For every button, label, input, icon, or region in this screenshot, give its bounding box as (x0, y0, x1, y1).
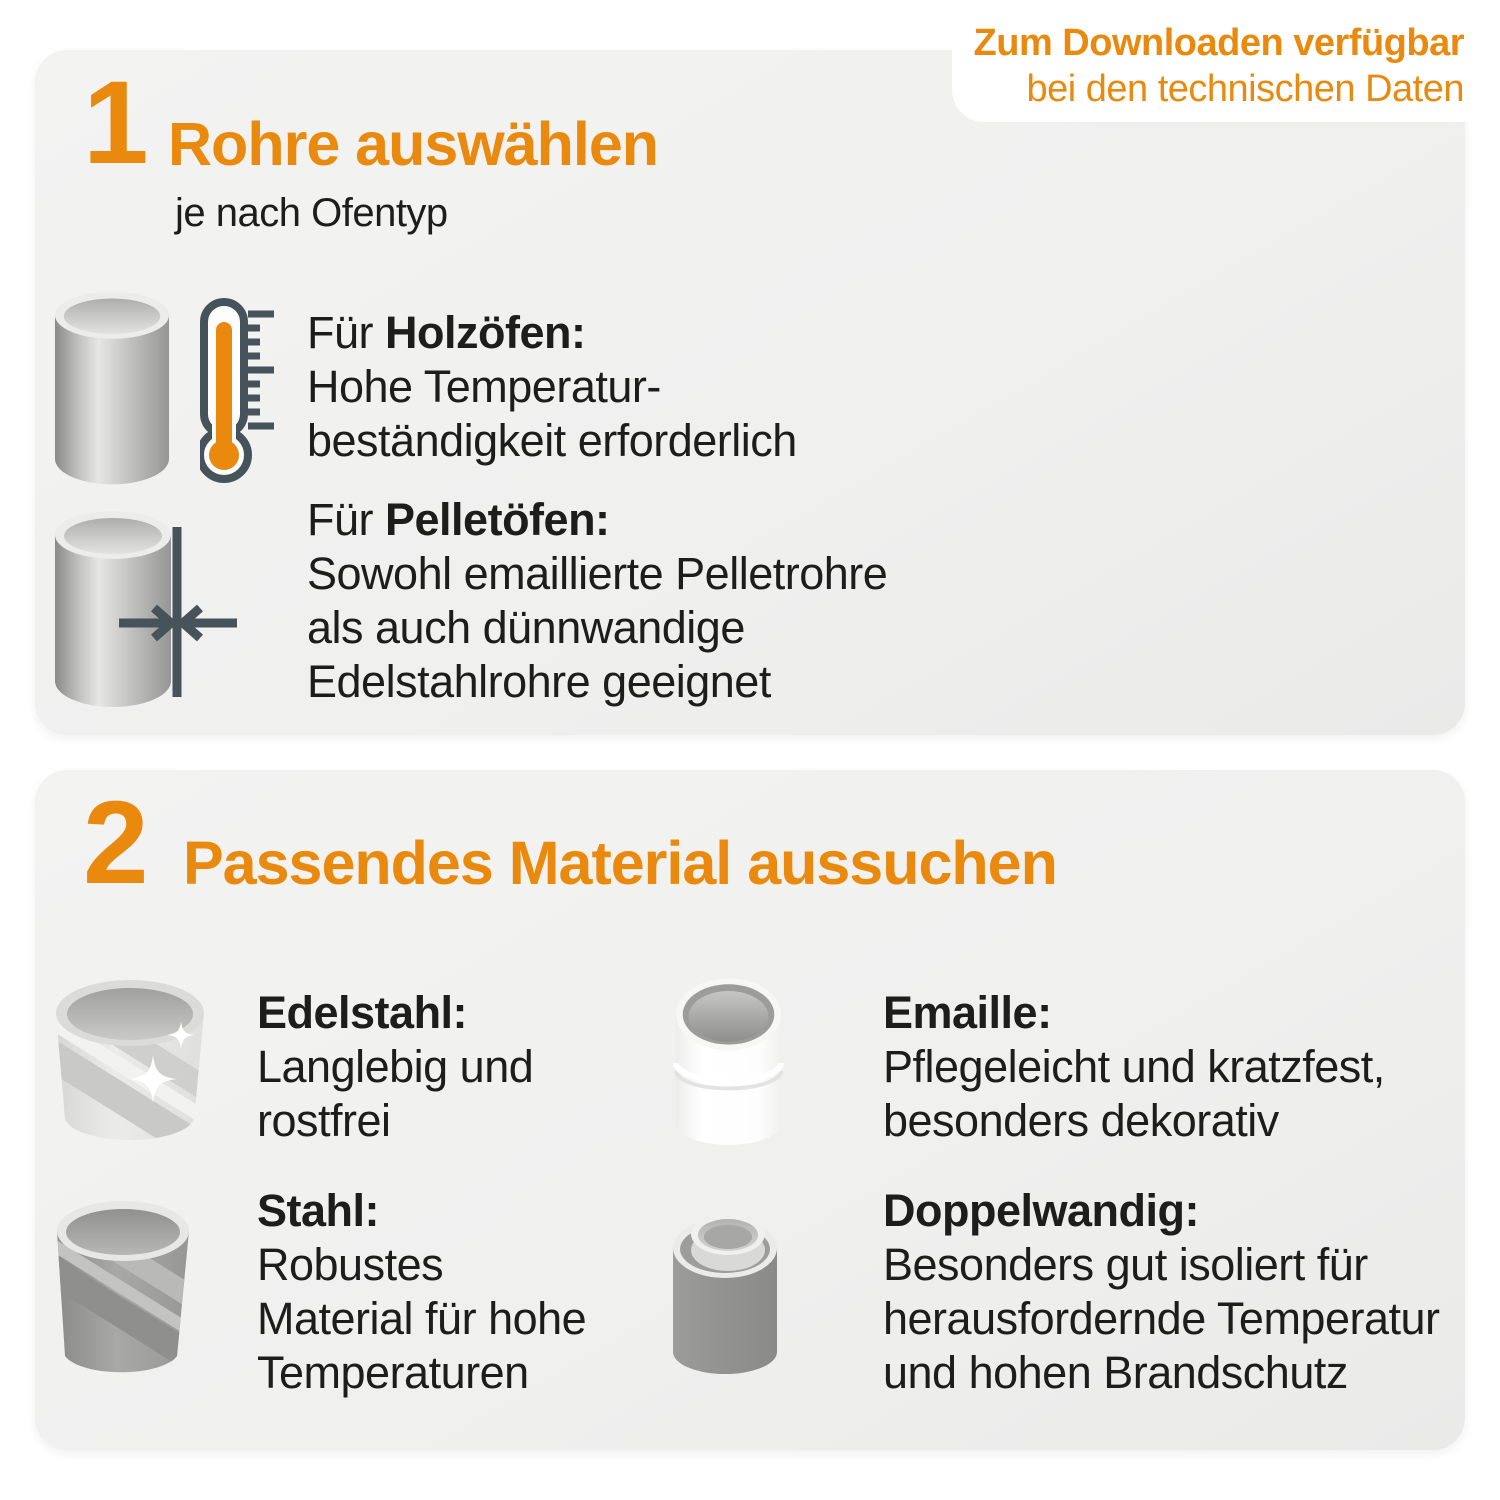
steel-pipe-icon (53, 1198, 193, 1388)
text-line: rostfrei (257, 1095, 391, 1146)
pellet-stove-text (307, 493, 887, 709)
step1-panel (35, 50, 1465, 735)
text-line: Stahl: (257, 1185, 380, 1236)
download-note-line2: bei den technischen Daten (1026, 68, 1464, 110)
text-line: Temperaturen (257, 1347, 529, 1398)
text-line: herausfordernde Temperatur (883, 1293, 1440, 1344)
step2-panel (35, 770, 1465, 1450)
download-note-badge (952, 0, 1500, 122)
wood-stove-text (307, 306, 797, 468)
double-wall-pipe-icon (671, 1200, 779, 1390)
thermometer-icon (200, 298, 276, 484)
text-line: besonders dekorativ (883, 1095, 1279, 1146)
text-line: und hohen Brandschutz (883, 1347, 1348, 1398)
text-line: Langlebig und (257, 1041, 534, 1092)
text-line: Emaille: (883, 987, 1052, 1038)
pipe-icon (53, 505, 243, 715)
text-line: Robustes (257, 1239, 444, 1290)
download-note-line1: Zum Downloaden verfügbar (973, 22, 1464, 64)
text-line: als auch dünnwandige (307, 602, 745, 653)
enamel-pipe-icon (673, 973, 785, 1163)
text-line: Pflegeleicht und kratzfest, (883, 1041, 1385, 1092)
stainless-steel-text (257, 986, 533, 1148)
step1-subtitle: je nach Ofentyp (175, 191, 448, 235)
text-line: Material für hohe (257, 1293, 587, 1344)
text-line: beständigkeit erforderlich (307, 415, 797, 466)
pipe-icon (53, 288, 171, 488)
stainless-steel-pipe-icon (53, 977, 208, 1152)
text-line: Sowohl emaillierte Pelletrohre (307, 548, 888, 599)
text-line: Hohe Temperatur- (307, 361, 661, 412)
step1-title: Rohre auswählen (168, 110, 659, 178)
steel-text (257, 1184, 586, 1400)
step2-title: Passendes Material aussuchen (183, 829, 1057, 897)
step2-number: 2 (83, 777, 147, 909)
step1-number: 1 (83, 57, 147, 189)
text-line: Für Pelletöfen: (307, 494, 610, 545)
double-wall-text (883, 1184, 1440, 1400)
text-line: Edelstahl: (257, 987, 468, 1038)
text-line: Edelstahlrohre geeignet (307, 656, 771, 707)
text-line: Besonders gut isoliert für (883, 1239, 1368, 1290)
text-line: Für Holzöfen: (307, 307, 586, 358)
enamel-text (883, 986, 1385, 1148)
text-line: Doppelwandig: (883, 1185, 1199, 1236)
